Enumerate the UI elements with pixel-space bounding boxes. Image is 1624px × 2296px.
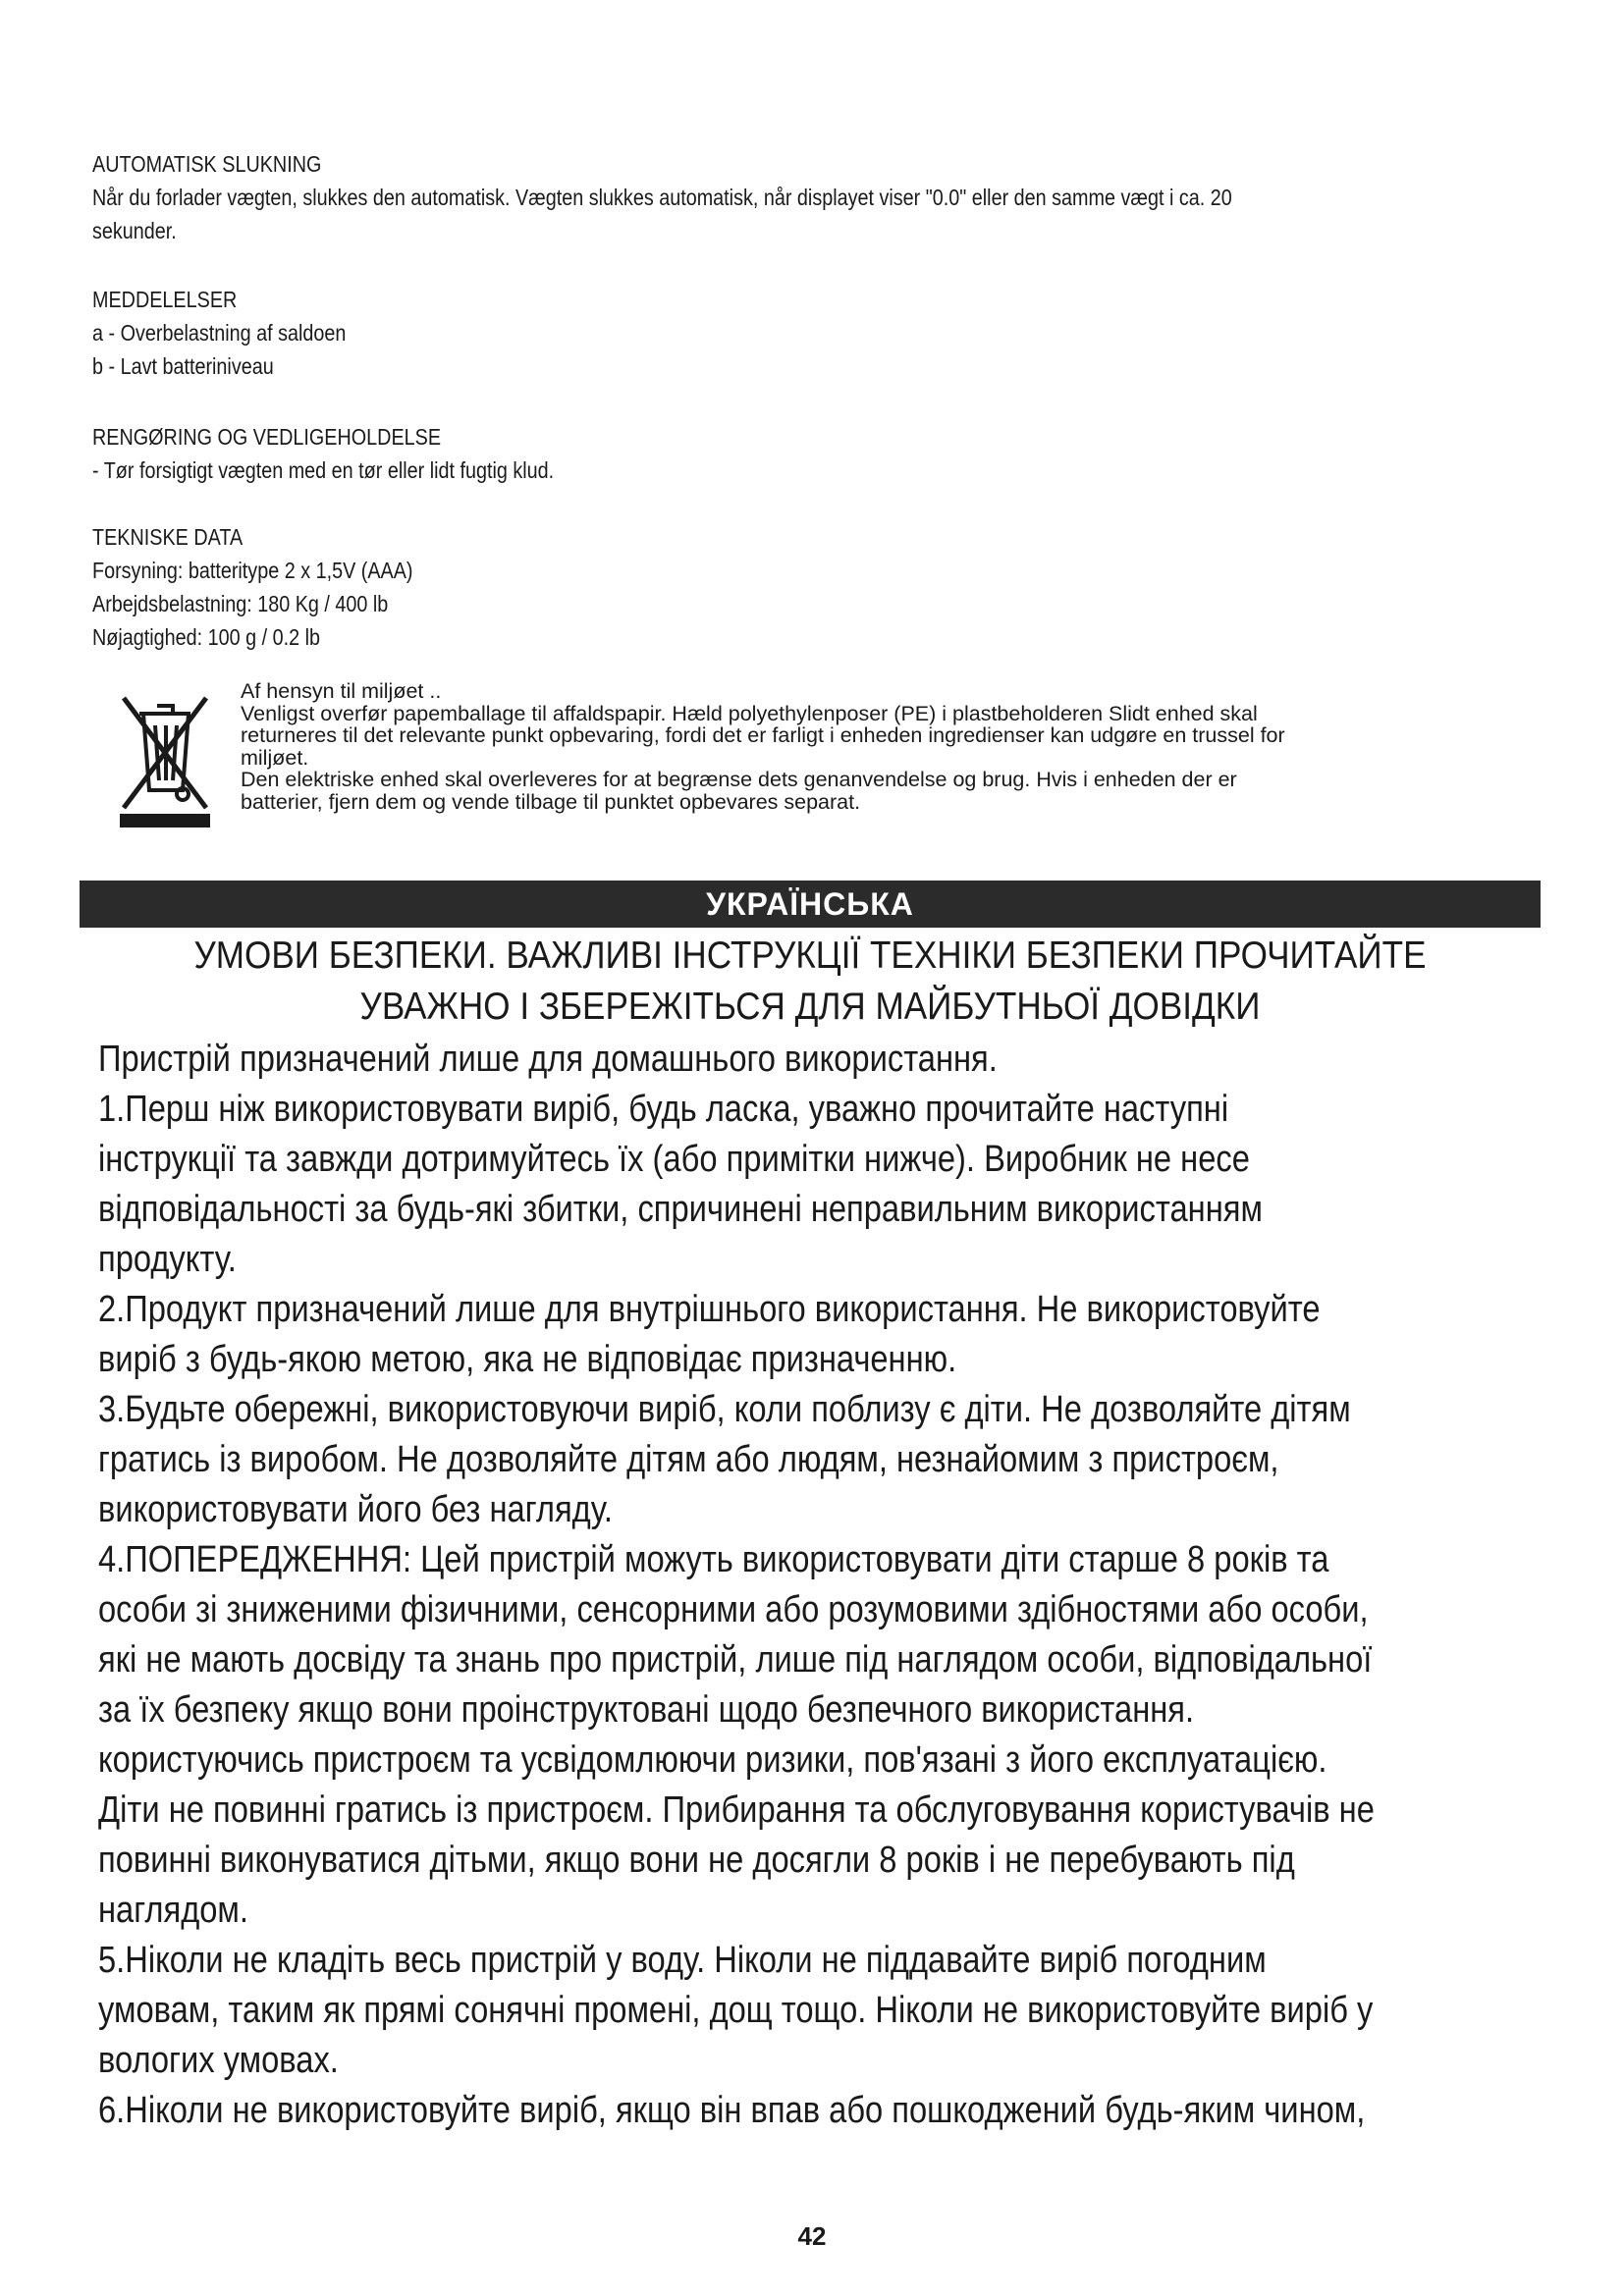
tech-data-item: Arbejdsbelastning: 180 Kg / 400 lb <box>92 591 389 616</box>
instruction-line: продукту. <box>98 1239 237 1280</box>
tech-data-section <box>92 520 1528 654</box>
instruction-line: користуючись пристроєм та усвідомлюючи ризики, пов'язані з його експлуатацією. <box>98 1739 1327 1781</box>
environment-line: batterier, fjern dem og vende tilbage til punktet opbevares separat. <box>241 789 861 814</box>
auto-off-heading: AUTOMATISK SLUKNING <box>92 151 322 177</box>
safety-title-line: УМОВИ БЕЗПЕКИ. ВАЖЛИВІ ІНСТРУКЦІЇ ТЕХНІКИ БЕЗПЕКИ ПРОЧИТАЙТЕ <box>193 934 1427 977</box>
cleaning-text: - Tør forsigtigt vægten med en tør eller lidt fugtig klud. <box>92 457 555 483</box>
safety-instructions <box>98 1035 1542 2136</box>
instruction-line: 3.Будьте обережні, використовуючи виріб, коли поблизу є діти. Не дозволяйте дітям <box>98 1389 1351 1430</box>
instruction-line: використовувати його без нагляду. <box>98 1489 613 1530</box>
language-banner: УКРАЇНСЬКА <box>80 881 1541 928</box>
instruction-line: 2.Продукт призначений лише для внутрішнього використання. Не використовуйте <box>98 1289 1321 1330</box>
tech-data-item: Forsyning: batteritype 2 x 1,5V (AAA) <box>92 558 413 583</box>
auto-off-text-1: Når du forlader vægten, slukkes den automatisk. Vægten slukkes automatisk, når displayet viser "0.0" eller den samme vægt i ca. 20 <box>92 185 1232 210</box>
environment-line: returneres til det relevante punkt opbevaring, fordi det er farligt i enheden ingredienser kan udgøre en trussel for <box>241 723 1285 747</box>
auto-off-section <box>92 147 1528 247</box>
instruction-line: 1.Перш ніж використовувати виріб, будь ласка, уважно прочитайте наступні <box>98 1089 1229 1130</box>
tech-data-item: Nøjagtighed: 100 g / 0.2 lb <box>92 624 321 650</box>
environment-line: miljøet. <box>241 745 309 770</box>
instruction-line: 4.ПОПЕРЕДЖЕННЯ: Цей пристрій можуть використовувати діти старше 8 років та <box>98 1539 1329 1580</box>
instruction-line: виріб з будь-якою метою, яка не відповідає призначенню. <box>98 1339 957 1380</box>
instruction-line: гратись із виробом. Не дозволяйте дітям або людям, незнайомим з пристроєм, <box>98 1439 1279 1480</box>
instruction-line: які не мають досвіду та знань про пристрій, лише під наглядом особи, відповідальної <box>98 1639 1373 1681</box>
safety-title-line: УВАЖНО І ЗБЕРЕЖІТЬСЯ ДЛЯ МАЙБУТНЬОЇ ДОВІДКИ <box>359 986 1261 1028</box>
instruction-line: наглядом. <box>98 1890 248 1931</box>
instruction-line: Діти не повинні гратись із пристроєм. Прибирання та обслуговування користувачів не <box>98 1789 1375 1831</box>
instruction-line: умовам, таким як прямі сонячні промені, дощ тощо. Ніколи не використовуйте виріб у <box>98 1990 1374 2031</box>
crossed-out-wheelie-bin-icon <box>116 692 214 829</box>
instruction-line: особи зі зниженими фізичними, сенсорними або розумовими здібностями або особи, <box>98 1589 1369 1630</box>
instruction-line: 5.Ніколи не кладіть весь пристрій у воду. Ніколи не піддавайте виріб погодним <box>98 1940 1267 1981</box>
environment-line: Venligst overfør papemballage til affaldspapir. Hæld polyethylenposer (PE) i plastbeholderen Slidt enhed skal <box>241 701 1258 725</box>
instruction-line: Пристрій призначений лише для домашнього використання. <box>98 1039 998 1080</box>
environment-line: Den elektriske enhed skal overleveres for at begrænse dets genanvendelse og brug. Hvis i enheden der er <box>241 768 1237 791</box>
instruction-line: інструкції та завжди дотримуйтесь їх (або примітки нижче). Виробник не несе <box>98 1139 1250 1180</box>
messages-heading: MEDDELELSER <box>92 287 238 312</box>
message-item: a - Overbelastning af saldoen <box>92 320 347 346</box>
environment-notice <box>241 680 1537 813</box>
instruction-line: повинні виконуватися дітьми, якщо вони не досягли 8 років і не перебувають під <box>98 1840 1295 1881</box>
auto-off-text-2: sekunder. <box>92 218 177 243</box>
environment-line: Af hensyn til miljøet .. <box>241 679 442 703</box>
page-number: 42 <box>797 2221 827 2251</box>
instruction-line: 6.Ніколи не використовуйте виріб, якщо він впав або пошкоджений будь-яким чином, <box>98 2090 1366 2131</box>
instruction-line: відповідальності за будь-які збитки, спричинені неправильним використанням <box>98 1189 1263 1230</box>
cleaning-section <box>92 420 1528 487</box>
tech-data-heading: TEKNISKE DATA <box>92 524 244 550</box>
cleaning-heading: RENGØRING OG VEDLIGEHOLDELSE <box>92 424 442 450</box>
messages-section <box>92 283 1528 383</box>
instruction-line: за їх безпеку якщо вони проінструктовані щодо безпечного використання. <box>98 1689 1195 1731</box>
safety-title <box>80 931 1541 1033</box>
instruction-line: вологих умовах. <box>98 2040 339 2081</box>
message-item: b - Lavt batteriniveau <box>92 353 274 379</box>
